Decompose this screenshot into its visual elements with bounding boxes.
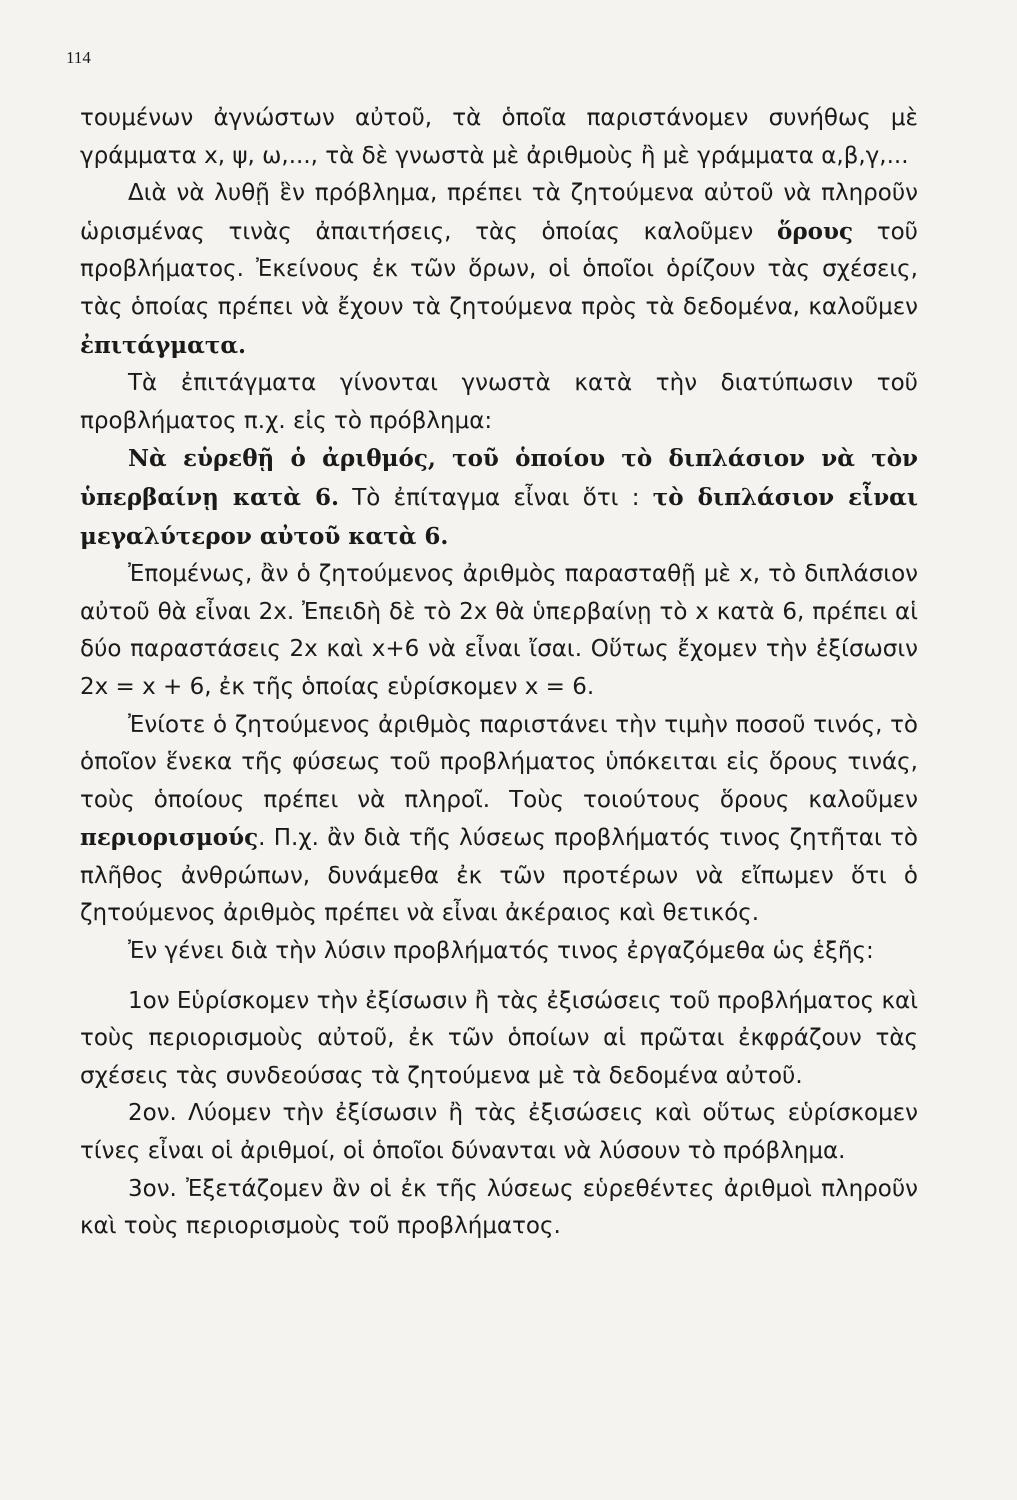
constraint-statement: τὸ διπλάσιον εἶναι μεγαλύτερον αὐτοῦ κατὰ 6. — [80, 483, 919, 550]
problem-statement: Νὰ εὑρεθῇ ὁ ἀριθμός, τοῦ ὁποίου τὸ διπλάσιον νὰ τὸν ὑπερβαίνῃ κατὰ 6. — [80, 445, 918, 511]
paragraph-text: τουμένων ἀγνώστων αὐτοῦ, τὰ ὁποῖα παριστάνομεν συνήθως μὲ γράμματα x, ψ, ω,..., τὰ δὲ γνωστὰ μὲ ἀριθμοὺς ἢ μὲ γράμματα α,β,γ,... — [80, 105, 918, 169]
paragraph-text: Ἐπομένως, ἂν ὁ ζητούμενος ἀριθμὸς παρασταθῇ μὲ x, τὸ διπλάσιον αὐτοῦ θὰ εἶναι 2x. Ἐπειδὴ δὲ τὸ 2x θὰ ὑπερβαίνῃ τὸ x κατὰ 6, πρέπει αἱ δύο παραστάσεις 2x καὶ x+6 νὰ εἶναι ἴσαι. Οὕτως ἔχομεν τὴν ἐξίσωσιν 2x = x + 6, ἐκ τῆς ὁποίας εὑρίσκομεν x = 6. — [80, 561, 918, 700]
paragraph-text: Ἐνίοτε ὁ ζητούμενος ἀριθμὸς παριστάνει τὴν τιμὴν ποσοῦ τινός, τὸ ὁποῖον ἕνεκα τῆς φύσεως τοῦ προβλήματος ὑπόκειται εἰς ὅρους τινάς, τοὺς ὁποίους πρέπει νὰ πληροῖ. Τοὺς τοιούτους ὅρους καλοῦμεν — [80, 711, 918, 813]
paragraph-continuation — [80, 100, 918, 175]
step-3 — [80, 1171, 918, 1246]
step-1 — [80, 983, 918, 1096]
paragraph-solution — [80, 556, 918, 706]
paragraph-text: Διὰ νὰ λυθῇ ἓν πρόβλημα, πρέπει τὰ ζητούμενα αὐτοῦ νὰ πληροῦν ὡρισμένας τινὰς ἀπαιτήσεις, τὰς ὁποίας καλοῦμεν — [80, 180, 918, 245]
term-horoi: ὅρους — [777, 217, 853, 245]
spacer — [80, 971, 918, 983]
paragraph-problem — [80, 440, 918, 556]
term-epitagmata: ἐπιτάγματα. — [80, 331, 247, 359]
page-number: 114 — [66, 48, 91, 67]
term-periorismoi: περιορισμούς — [80, 824, 259, 852]
paragraph-text: 1ον Εὑρίσκομεν τὴν ἐξίσωσιν ἢ τὰς ἐξισώσεις τοῦ προβλήματος καὶ τοὺς περιορισμοὺς αὐτοῦ, ἐκ τῶν ὁποίων αἱ πρῶται ἐκφράζουν τὰς σχέσεις τὰς συνδεούσας τὰ ζητούμενα μὲ τὰ δεδομένα αὐτοῦ. — [80, 987, 918, 1089]
paragraph-text: 3ον. Ἐξετάζομεν ἂν οἱ ἐκ τῆς λύσεως εὑρεθέντες ἀριθμοὶ πληροῦν καὶ τοὺς περιορισμοὺς τοῦ προβλήματος. — [80, 1175, 918, 1240]
page-text — [80, 100, 918, 1246]
paragraph-example-intro — [80, 365, 918, 440]
paragraph-text: Ἐν γένει διὰ τὴν λύσιν προβλήματός τινος ἐργαζόμεθα ὡς ἑξῆς: — [128, 938, 874, 965]
paragraph-text: 2ον. Λύομεν τὴν ἐξίσωσιν ἢ τὰς ἐξισώσεις καὶ οὕτως εὑρίσκομεν τίνες εἶναι οἱ ἀριθμοί, οἱ ὁποῖοι δύνανται νὰ λύσουν τὸ πρόβλημα. — [80, 1100, 918, 1165]
paragraph-method-intro — [80, 933, 918, 971]
paragraph-text: Τὸ ἐπίταγμα εἶναι ὅτι : — [338, 484, 653, 511]
paragraph-restrictions — [80, 707, 918, 934]
paragraph-text: . Π.χ. ἂν διὰ τῆς λύσεως προβλήματός τινος ζητῆται τὸ πλῆθος ἀνθρώπων, δυνάμεθα ἐκ τῶν προτέρων νὰ εἴπωμεν ὅτι ὁ ζητούμενος ἀριθμὸς πρέπει νὰ εἶναι ἀκέραιος καὶ θετικός. — [80, 825, 918, 927]
paragraph-text: Τὰ ἐπιτάγματα γίνονται γνωστὰ κατὰ τὴν διατύπωσιν τοῦ προβλήματος π.χ. εἰς τὸ πρόβλημα: — [80, 370, 918, 434]
paragraph-text: τοῦ προβλήματος. Ἐκείνους ἐκ τῶν ὅρων, οἱ ὁποῖοι ὁρίζουν τὰς σχέσεις, τὰς ὁποίας πρέπει νὰ ἔχουν τὰ ζητούμενα πρὸς τὰ δεδομένα, καλοῦμεν — [80, 218, 918, 320]
step-2 — [80, 1095, 918, 1170]
paragraph-terms — [80, 175, 918, 365]
